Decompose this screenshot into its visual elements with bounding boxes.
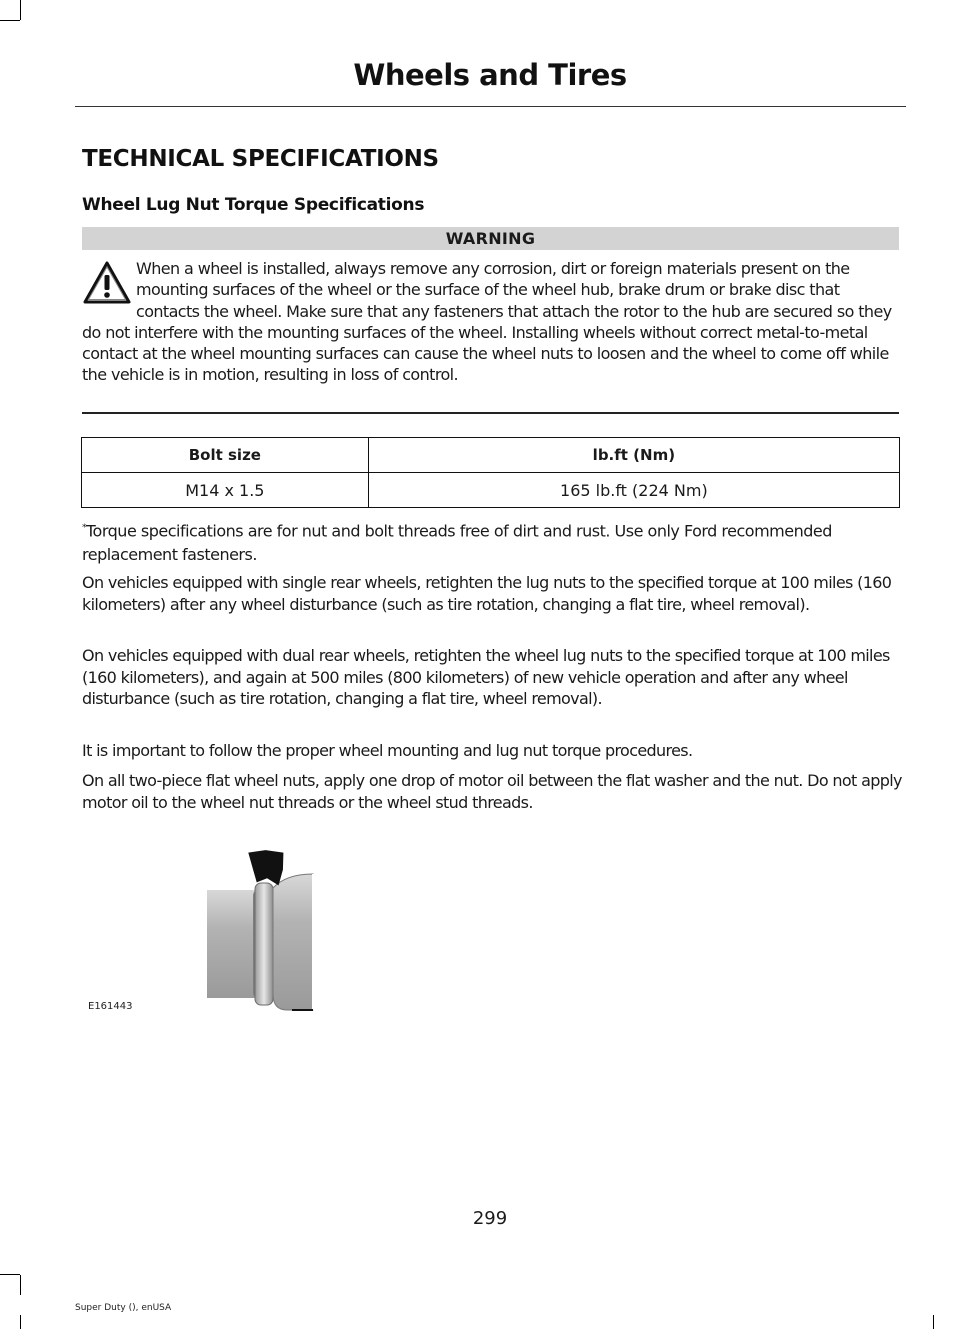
crop-mark [20, 1315, 21, 1329]
section-title: TECHNICAL SPECIFICATIONS [82, 146, 439, 172]
bolt-size-cell: M14 x 1.5 [82, 473, 369, 508]
torque-cell: 165 lb.ft (224 Nm) [368, 473, 899, 508]
chapter-title: Wheels and Tires [353, 58, 627, 92]
warning-text: When a wheel is installed, always remove any corrosion, dirt or foreign materials present on the mounting surfaces of the wheel or the surface of the wheel hub, brake drum or brake disc that contacts the wheel. Make sure that any fasteners that attach the rotor to the hub are secured so they do not interfere with the mounting surfaces of the wheel. Installing wheels without correct metal-to-metal contact at the wheel mounting surfaces can cause the wheel nuts to loosen and the wheel to come off while the vehicle is in motion, resulting in loss of control. [82, 259, 892, 385]
warning-label: WARNING [82, 227, 899, 250]
footnote-marker: * [82, 523, 86, 533]
paragraph: On vehicles equipped with single rear wheels, retighten the lug nuts to the specified torque at 100 miles (160 kilometers) after any wheel disturbance (such as tire rotation, changing a flat tire, wheel removal). [82, 573, 892, 614]
torque-spec-table [81, 437, 900, 508]
document-footer: Super Duty (), enUSA [75, 1303, 172, 1313]
crop-mark [0, 1274, 20, 1275]
paragraph: It is important to follow the proper wheel mounting and lug nut torque procedures. [82, 741, 693, 760]
warning-triangle-icon [82, 260, 132, 306]
paragraph: On vehicles equipped with dual rear wheels, retighten the wheel lug nuts to the specified torque at 100 miles (160 kilometers), and again at 500 miles (800 kilometers) of new vehicle operation and after any wheel disturbance (such as tire rotation, changing a flat tire, wheel removal). [82, 646, 890, 708]
crop-mark [933, 1315, 934, 1329]
crop-mark [20, 0, 21, 20]
table-footnote [82, 516, 899, 567]
figure-id: E161443 [88, 1001, 133, 1012]
column-header: lb.ft (Nm) [368, 438, 899, 473]
crop-mark [0, 20, 20, 21]
footnote-text: Torque specifications are for nut and bolt threads free of dirt and rust. Use only Ford recommended replacement fasteners. [82, 521, 832, 565]
subsection-title: Wheel Lug Nut Torque Specifications [82, 195, 425, 215]
table-row [82, 473, 900, 508]
table-header-row [82, 438, 900, 473]
warning-box [82, 258, 899, 386]
column-header: Bolt size [82, 438, 369, 473]
paragraph: On all two-piece flat wheel nuts, apply one drop of motor oil between the flat washer and the nut. Do not apply motor oil to the wheel nut threads or the wheel stud threads. [82, 771, 902, 812]
wheel-nut-illustration-icon [82, 838, 322, 1016]
page-number: 299 [472, 1208, 508, 1229]
warning-divider [82, 412, 899, 414]
crop-mark [20, 1275, 21, 1295]
header-divider [75, 106, 906, 107]
